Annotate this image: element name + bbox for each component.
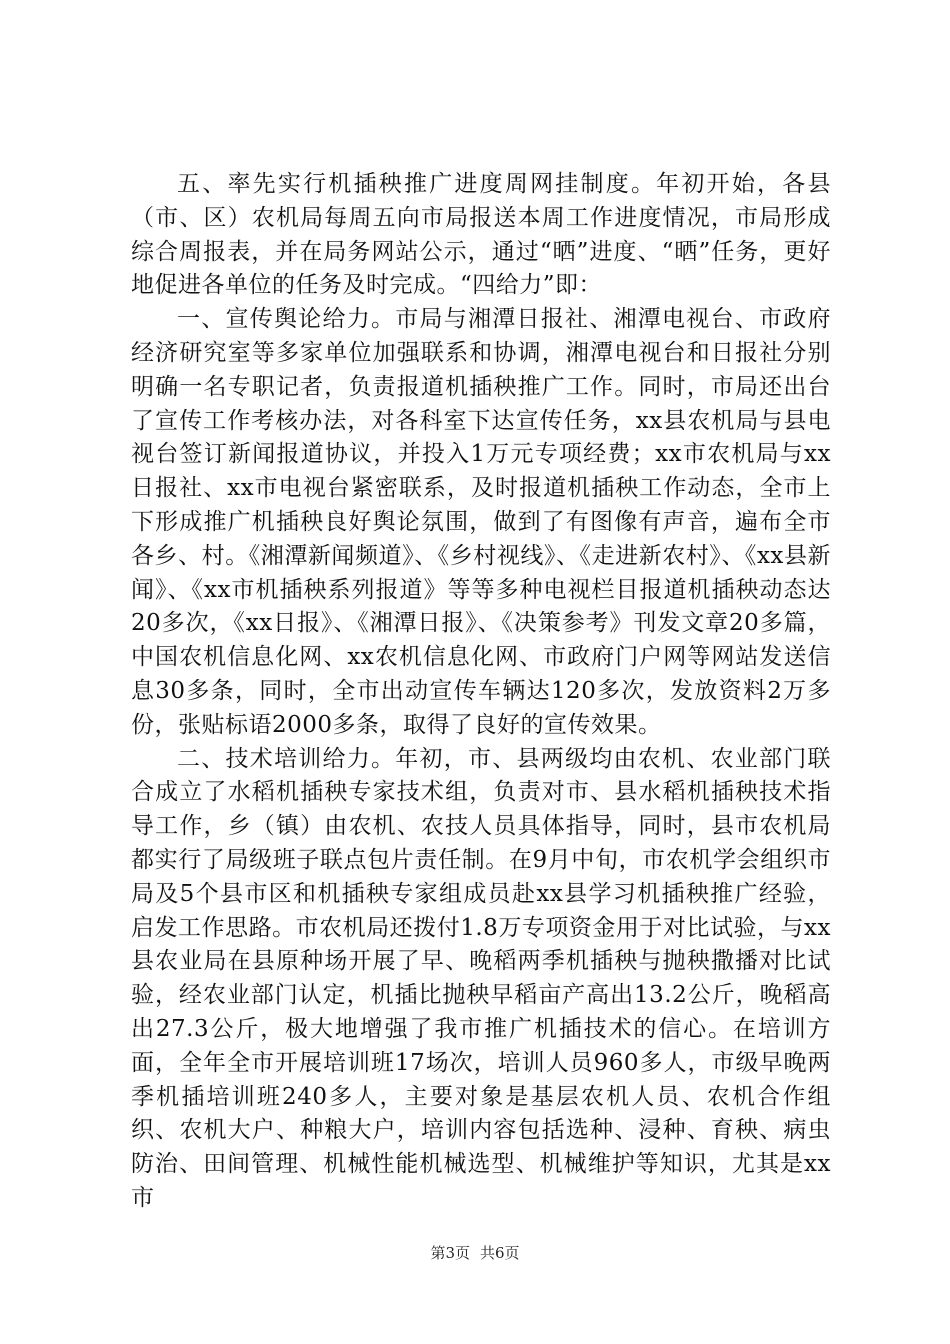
page-number-current: 第3页: [430, 1244, 470, 1262]
paragraph-publicity: 一、宣传舆论给力。市局与湘潭日报社、湘潭电视台、市政府经济研究室等多家单位加强联系和协调，湘潭电视台和日报社分别明确一名专职记者，负责报道机插秧推广工作。同时，市局还出台了宣传工作考核办法，对各科室下达宣传任务，xx县农机局与县电视台签订新闻报道协议，并投入1万元专项经费；xx市农机局与xx日报社、xx市电视台紧密联系，及时报道机插秧工作动态，全市上下形成推广机插秧良好舆论氛围，做到了有图像有声音，遍布全市各乡、村。《湘潭新闻频道》、《乡村视线》、《走进新农村》、《xx县新闻》、《xx市机插秧系列报道》等等多种电视栏目报道机插秧动态达20多次，《xx日报》、《湘潭日报》、《决策参考》刊发文章20多篇，中国农机信息化网、xx农机信息化网、市政府门户网等网站发送信息30多条，同时，全市出动宣传车辆达120多次，发放资料2万多份，张贴标语2000多条，取得了良好的宣传效果。: [131, 306, 831, 738]
paragraph-section-five: 五、率先实行机插秧推广进度周网挂制度。年初开始，各县（市、区）农机局每周五向市局报送本周工作进度情况，市局形成综合周报表，并在局务网站公示，通过“晒”进度、“晒”任务，更好地促进各单位的任务及时完成。“四给力”即：: [131, 171, 831, 299]
paragraph-training: 二、技术培训给力。年初，市、县两级均由农机、农业部门联合成立了水稻机插秧专家技术组，负责对市、县水稻机插秧技术指导工作，乡（镇）由农机、农技人员具体指导，同时，县市农机局都实行了局级班子联点包片责任制。在9月中旬，市农机学会组织市局及5个县市区和机插秧专家组成员赴xx县学习机插秧推广经验，启发工作思路。市农机局还拨付1.8万专项资金用于对比试验，与xx县农业局在县原种场开展了早、晚稻两季机插秧与抛秧撒播对比试验，经农业部门认定，机插比抛秧早稻亩产高出13.2公斤，晚稻高出27.3公斤，极大地增强了我市推广机插技术的信心。在培训方面，全年全市开展培训班17场次，培训人员960多人，市级早晚两季机插培训班240多人，主要对象是基层农机人员、农机合作组织、农机大户、种粮大户，培训内容包括选种、浸种、育秧、病虫防治、田间管理、机械性能机械选型、机械维护等知识，尤其是xx市: [131, 745, 831, 1211]
document-body: [131, 168, 831, 1216]
page-number-total: 共6页: [480, 1244, 520, 1262]
page-footer: [0, 1243, 950, 1263]
